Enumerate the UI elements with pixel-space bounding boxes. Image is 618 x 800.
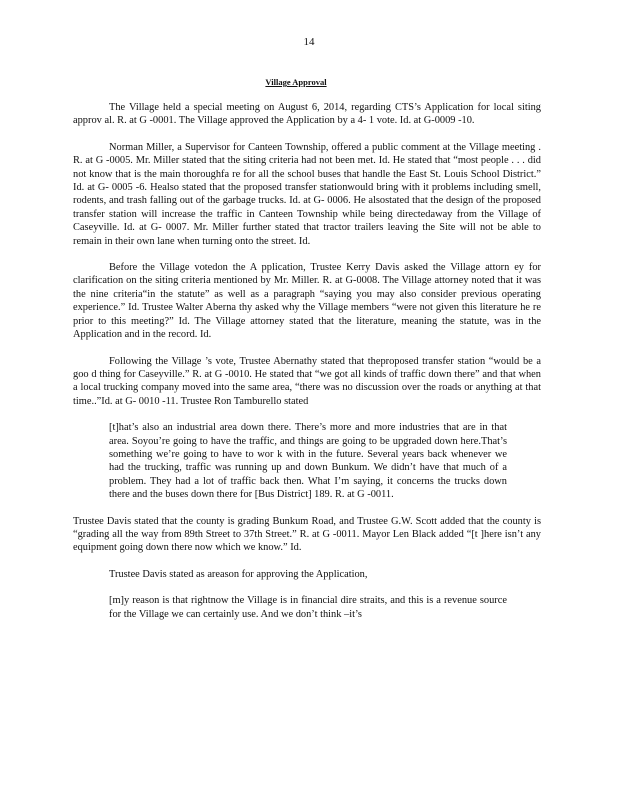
document-body (73, 101, 541, 634)
paragraph-county-grading: Trustee Davis stated that the county is grading Bunkum Road, and Trustee G.W. Scott added that the county is “grading all the way from 89th Street to 37th Street.” R. at G -0011. Mayor Len Black added “[t ]here isn’t any equipment going down there now which we know.” Id. (73, 515, 541, 554)
paragraph-norman-miller: Norman Miller, a Supervisor for Canteen Township, offered a public comment at the Village meeting . R. at G -0005. Mr. Miller stated that the siting criteria had not been met. Id. He stated that “most people . . . did not know that is the main thoroughfa re for all the school buses that handle the East St. Louis School District.” Id. at G- 0005 -6. Healso stated that the proposed transfer stationwould bring with it problems including smell, rodents, and trash falling out of the garbage trucks. Id. at G- 0006. He alsostated that the design of the proposed transfer station will increase the traffic in Canteen Township while being directedaway from the Village of Caseyville. Id. at G- 0007. Mr. Miller further stated that tractor trailers leaving the Site will not be able to remain in their own lane when turning onto the street. Id. (73, 141, 541, 247)
paragraph-davis-reason: Trustee Davis stated as areason for approving the Application, (109, 568, 368, 580)
block-quote-davis: [m]y reason is that rightnow the Village is in financial dire straits, and this is a revenue source for the Village we can certainly use. And we don’t think –it’s (109, 595, 507, 620)
paragraph-meeting: The Village held a special meeting on August 6, 2014, regarding CTS’s Application for local siting approv al. R. at G -0001. The Village approved the Application by a 4- 1 vote. Id. at G-0009 -10. (73, 102, 541, 127)
paragraph-before-vote: Before the Village votedon the A pplication, Trustee Kerry Davis asked the Village attorn ey for clarification on the siting criteria mentioned by Mr. Miller. R. at G-0008. The Village attorney noted that it was the nine criteria“in the statute” as well as a paragraph “saying you may also consider previous operating experience.” Id. Trustee Walter Aberna thy asked why the Village members “were not given this literature he re prior to this meeting?” Id. The Village attorney stated that the literature, meaning the statute, was in the Application and in the record. Id. (73, 262, 541, 341)
section-heading (0, 76, 618, 89)
paragraph-following-vote: Following the Village ’s vote, Trustee Abernathy stated that theproposed transfer station “would be a goo d thing for Caseyville.” R. at G -0010. He stated that “we got all kinds of traffic down there” and that when a local trucking company moved into the same area, “there was no discussion over the roads or anything at that time..”Id. at G- 0010 -11. Trustee Ron Tamburello stated (73, 355, 541, 407)
section-heading-text: Village Approval (265, 77, 327, 87)
page-number: 14 (303, 36, 315, 48)
block-quote-tamburello: [t]hat’s also an industrial area down there. There’s more and more industries that are in that area. Soyou’re going to have the traffic, and things are going to be upgraded down here.That’s something we’re going to have to wor k with in the future. Several years back whenever we had the trucking, traffic was running up and down Bunkum. We didn’t have that much of a problem. They had a lot of traffic back then. What I’m saying, it concerns the trucks down there and the buses down there for [Bus District] 189. R. at G -0011. (109, 422, 507, 501)
